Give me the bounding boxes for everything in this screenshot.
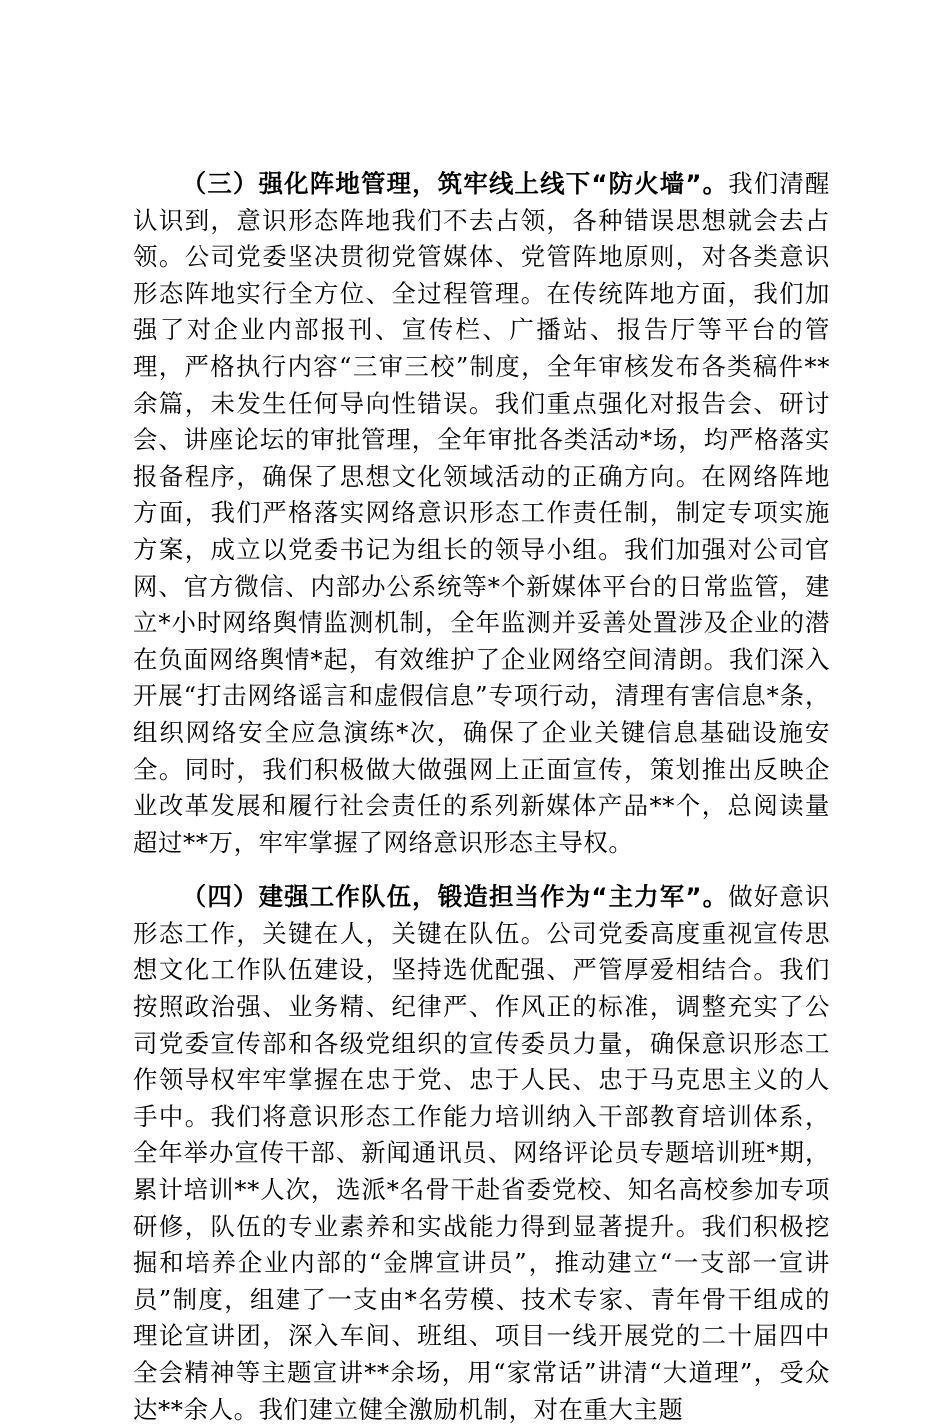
section-3-text: 我们清醒认识到，意识形态阵地我们不去占领，各种错误思想就会去占领。公司党委坚决贯彻党管媒体、党管阵地原则，对各类意识形态阵地实行全方位、全过程管理。在传统阵地方面，我们加强了对企业内部报刊、宣传栏、广播站、报告厅等平台的管理，严格执行内容“三审三校”制度，全年审核发布各类稿件**余篇，未发生任何导向性错误。我们重点强化对报告会、研讨会、讲座论坛的审批管理，全年审批各类活动*场，均严格落实报备程序，确保了思想文化领域活动的正确方向。在网络阵地方面，我们严格落实网络意识形态工作责任制，制定专项实施方案，成立以党委书记为组长的领导小组。我们加强对公司官网、官方微信、内部办公系统等*个新媒体平台的日常监管，建立*小时网络舆情监测机制，全年监测并妥善处置涉及企业的潜在负面网络舆情*起，有效维护了企业网络空间清朗。我们深入开展“打击网络谣言和虚假信息”专项行动，清理有害信息*条，组织网络安全应急演练*次，确保了企业关键信息基础设施安全。同时，我们积极做大做强网上正面宣传，策划推出反映企业改革发展和履行社会责任的系列新媒体产品**个，总阅读量超过**万，牢牢掌握了网络意识形态主导权。 (133, 169, 831, 857)
paragraph-section-3 (133, 166, 830, 861)
section-4-text: 做好意识形态工作，关键在人，关键在队伍。公司党委高度重视宣传思想文化工作队伍建设，坚持选优配强、严管厚爱相结合。我们按照政治强、业务精、纪律严、作风正的标准，调整充实了公司党委宣传部和各级党组织的宣传委员力量，确保意识形态工作领导权牢牢掌握在忠于党、忠于人民、忠于马克思主义的人手中。我们将意识形态工作能力培训纳入干部教育培训体系，全年举办宣传干部、新闻通讯员、网络评论员专题培训班*期，累计培训**人次，选派*名骨干赴省委党校、知名高校参加专项研修，队伍的专业素养和实战能力得到显著提升。我们积极挖掘和培养企业内部的“金牌宣讲员”，推动建立“一支部一宣讲员”制度，组建了一支由*名劳模、技术专家、青年骨干组成的理论宣讲团，深入车间、班组、项目一线开展党的二十届四中全会精神等主题宣讲**余场，用“家常话”讲清“大道理”，受众达**余人。我们建立健全激励机制，对在重大主题 (133, 882, 831, 1424)
paragraph-section-4 (133, 879, 830, 1428)
document-body (133, 166, 830, 1428)
section-4-heading: （四）建强工作队伍，锻造担当作为“主力军”。 (181, 882, 729, 912)
section-3-heading: （三）强化阵地管理，筑牢线上线下“防火墙”。 (181, 169, 729, 198)
